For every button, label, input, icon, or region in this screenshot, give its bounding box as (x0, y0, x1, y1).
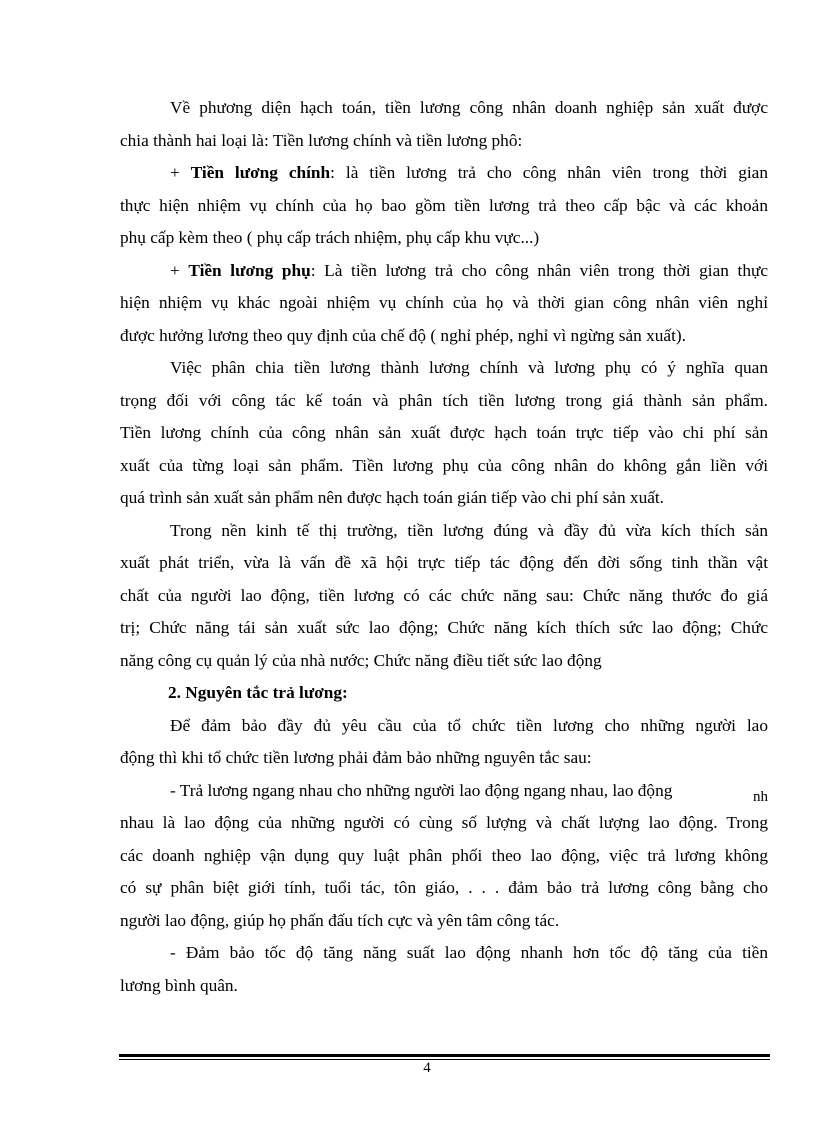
paragraph-line: thực hiện nhiệm vụ chính của họ bao gồm tiền lương trả theo cấp bậc và các khoản (120, 195, 768, 215)
paragraph-line: Tiền lương chính của công nhân sản xuất được hạch toán trực tiếp vào chi phí sản (120, 423, 768, 442)
paragraph-line: trị; Chức năng tái sản xuất sức lao động; Chức năng kích thích sức lao động; Chức (120, 618, 768, 637)
paragraph-line-main-salary (120, 157, 768, 190)
bullet-prefix: + (170, 163, 191, 182)
paragraph-line: các doanh nghiệp vận dụng quy luật phân phối theo lao động, việc trả lương không (120, 845, 768, 865)
paragraph-line: chất của người lao động, tiền lương có các chức năng sau: Chức năng thước đo giá (120, 585, 768, 605)
term-sub-salary: Tiền lương phụ (188, 260, 311, 280)
document-body (120, 92, 768, 1002)
paragraph-line: năng công cụ quản lý của nhà nước; Chức năng điều tiết sức lao động (120, 650, 602, 670)
paragraph-line: người lao động, giúp họ phấn đấu tích cực và yên tâm công tác. (120, 910, 560, 930)
paragraph-line: có sự phân biệt giới tính, tuổi tác, tôn giáo, . . . đảm bảo trả lương công bằng cho (120, 878, 768, 897)
paragraph-line: động thì khi tổ chức tiền lương phải đảm bảo những nguyên tắc sau: (120, 748, 592, 767)
principle-1-text: - Trả lương ngang nhau cho những người lao động ngang nhau, lao động (170, 780, 673, 800)
stray-text-fragment: nh (753, 788, 768, 805)
paragraph-line: phụ cấp kèm theo ( phụ cấp trách nhiệm, phụ cấp khu vực...) (120, 228, 540, 247)
paragraph-line: - Đảm bảo tốc độ tăng năng suất lao động nhanh hơn tốc độ tăng của tiền (170, 943, 768, 962)
paragraph-line: xuất phát triển, vừa là vấn đề xã hội trực tiếp tác động đến đời sống tinh thần vật (120, 553, 768, 572)
paragraph-line: nhau là lao động của những người có cùng số lượng và chất lượng lao động. Trong (120, 813, 768, 832)
paragraph-line: Trong nền kinh tế thị trường, tiền lương đúng và đầy đủ vừa kích thích sản (170, 520, 768, 540)
paragraph-line (120, 775, 768, 808)
paragraph-line: Về phương diện hạch toán, tiền lương công nhân doanh nghiệp sản xuất được (170, 98, 768, 117)
paragraph-line: Để đảm bảo đầy đủ yêu cầu của tổ chức tiền lương cho những người lao (170, 715, 768, 735)
paragraph-line: được hưởng lương theo quy định của chế độ ( nghỉ phép, nghỉ vì ngừng sản xuất). (120, 325, 686, 345)
paragraph-line: trọng đối với công tác kế toán và phân tích tiền lương trong giá thành sản phẩm. (120, 390, 768, 410)
definition-text: : Là tiền lương trả cho công nhân viên trong thời gian thực (310, 260, 768, 280)
page-number: 4 (423, 1060, 431, 1076)
paragraph-line-sub-salary (120, 255, 768, 288)
paragraph-line: Việc phân chia tiền lương thành lương chính và lương phụ có ý nghĩa quan (170, 358, 768, 377)
section-heading: 2. Nguyên tắc trả lương: (168, 683, 348, 702)
footer-rule-thick (119, 1054, 770, 1057)
paragraph-line: hiện nhiệm vụ khác ngoài nhiệm vụ chính của họ và thời gian công nhân viên nghỉ (120, 293, 768, 312)
definition-text: : là tiền lương trả cho công nhân viên trong thời gian (330, 163, 768, 182)
paragraph-line: lương bình quân. (120, 975, 238, 995)
paragraph-line: xuất của từng loại sản phẩm. Tiền lương phụ của công nhân do không gắn liền với (120, 455, 768, 475)
paragraph-line: quá trình sản xuất sản phẩm nên được hạch toán gián tiếp vào chi phí sản xuất. (120, 488, 664, 507)
bullet-prefix: + (170, 260, 189, 280)
paragraph-line: chia thành hai loại là: Tiền lương chính và tiền lương phô: (120, 130, 523, 150)
term-main-salary: Tiền lương chính (190, 163, 331, 182)
